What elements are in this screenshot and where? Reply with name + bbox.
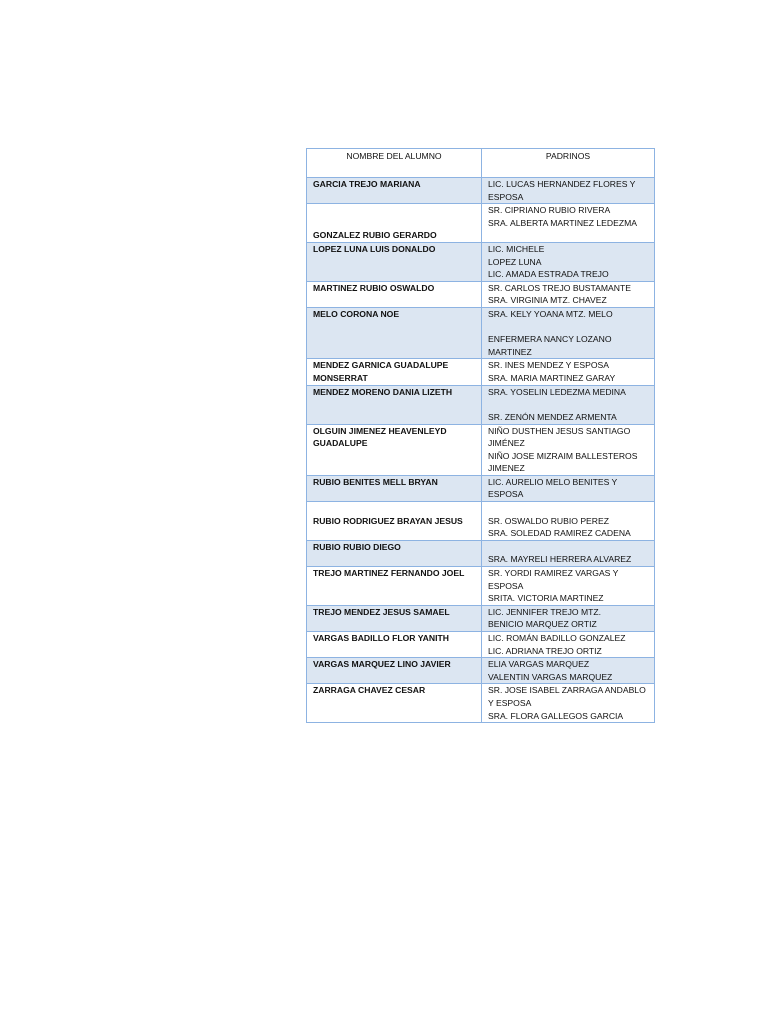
table-row	[307, 242, 655, 281]
student-name-cell: VARGAS BADILLO FLOR YANITH	[307, 632, 482, 658]
godparents-cell: NIÑO DUSTHEN JESUS SANTIAGO JIMÉNEZ NIÑO JOSE MIZRAIM BALLESTEROS JIMENEZ	[482, 424, 655, 475]
student-name-cell: GONZALEZ RUBIO GERARDO	[307, 204, 482, 243]
student-name-cell: MENDEZ GARNICA GUADALUPE MONSERRAT	[307, 359, 482, 385]
student-name-cell: GARCIA TREJO MARIANA	[307, 178, 482, 204]
table-header-row	[307, 149, 655, 178]
godparents-cell: LIC. AURELIO MELO BENITES Y ESPOSA	[482, 475, 655, 501]
godparents-cell: SR. YORDI RAMIREZ VARGAS Y ESPOSA SRITA. VICTORIA MARTINEZ	[482, 567, 655, 606]
column-header-alumno: NOMBRE DEL ALUMNO	[307, 149, 482, 178]
table-row	[307, 307, 655, 358]
student-name-cell: OLGUIN JIMENEZ HEAVENLEYD GUADALUPE	[307, 424, 482, 475]
student-name-cell: MELO CORONA NOE	[307, 307, 482, 358]
table-row	[307, 658, 655, 684]
table-row	[307, 281, 655, 307]
godparents-cell: SRA. YOSELIN LEDEZMA MEDINA SR. ZENÓN MENDEZ ARMENTA	[482, 385, 655, 424]
godparents-cell: LIC. JENNIFER TREJO MTZ. BENICIO MARQUEZ ORTIZ	[482, 605, 655, 631]
godparents-cell: SR. CIPRIANO RUBIO RIVERA SRA. ALBERTA MARTINEZ LEDEZMA	[482, 204, 655, 243]
table-row	[307, 385, 655, 424]
table-body	[307, 178, 655, 723]
student-name-cell: TREJO MENDEZ JESUS SAMAEL	[307, 605, 482, 631]
godparents-cell: ELIA VARGAS MARQUEZ VALENTIN VARGAS MARQUEZ	[482, 658, 655, 684]
table-row	[307, 684, 655, 723]
student-name-cell: MARTINEZ RUBIO OSWALDO	[307, 281, 482, 307]
godparents-cell: SR. JOSE ISABEL ZARRAGA ANDABLO Y ESPOSA SRA. FLORA GALLEGOS GARCIA	[482, 684, 655, 723]
godparents-cell: SRA. KELY YOANA MTZ. MELO ENFERMERA NANCY LOZANO MARTINEZ	[482, 307, 655, 358]
student-name-cell: RUBIO RODRIGUEZ BRAYAN JESUS	[307, 502, 482, 541]
table-row	[307, 605, 655, 631]
godparents-cell: LIC. MICHELE LOPEZ LUNA LIC. AMADA ESTRADA TREJO	[482, 242, 655, 281]
table-row	[307, 424, 655, 475]
student-name-cell: ZARRAGA CHAVEZ CESAR	[307, 684, 482, 723]
table-row	[307, 178, 655, 204]
godparents-cell: SR. INES MENDEZ Y ESPOSA SRA. MARIA MARTINEZ GARAY	[482, 359, 655, 385]
godparents-cell: LIC. LUCAS HERNANDEZ FLORES Y ESPOSA	[482, 178, 655, 204]
table-row	[307, 567, 655, 606]
table-row	[307, 540, 655, 566]
table-row	[307, 632, 655, 658]
student-name-cell: RUBIO RUBIO DIEGO	[307, 540, 482, 566]
table-row	[307, 502, 655, 541]
student-name-cell: VARGAS MARQUEZ LINO JAVIER	[307, 658, 482, 684]
student-name-cell: LOPEZ LUNA LUIS DONALDO	[307, 242, 482, 281]
godparents-cell: SR. CARLOS TREJO BUSTAMANTE SRA. VIRGINIA MTZ. CHAVEZ	[482, 281, 655, 307]
godparents-table	[306, 148, 655, 723]
student-name-cell: TREJO MARTINEZ FERNANDO JOEL	[307, 567, 482, 606]
column-header-padrinos: PADRINOS	[482, 149, 655, 178]
table-row	[307, 204, 655, 243]
godparents-cell: LIC. ROMÁN BADILLO GONZALEZ LIC. ADRIANA TREJO ORTIZ	[482, 632, 655, 658]
student-name-cell: MENDEZ MORENO DANIA LIZETH	[307, 385, 482, 424]
table-row	[307, 359, 655, 385]
table-row	[307, 475, 655, 501]
student-name-cell: RUBIO BENITES MELL BRYAN	[307, 475, 482, 501]
godparents-cell: SR. OSWALDO RUBIO PEREZ SRA. SOLEDAD RAMIREZ CADENA	[482, 502, 655, 541]
godparents-cell: SRA. MAYRELI HERRERA ALVAREZ	[482, 540, 655, 566]
